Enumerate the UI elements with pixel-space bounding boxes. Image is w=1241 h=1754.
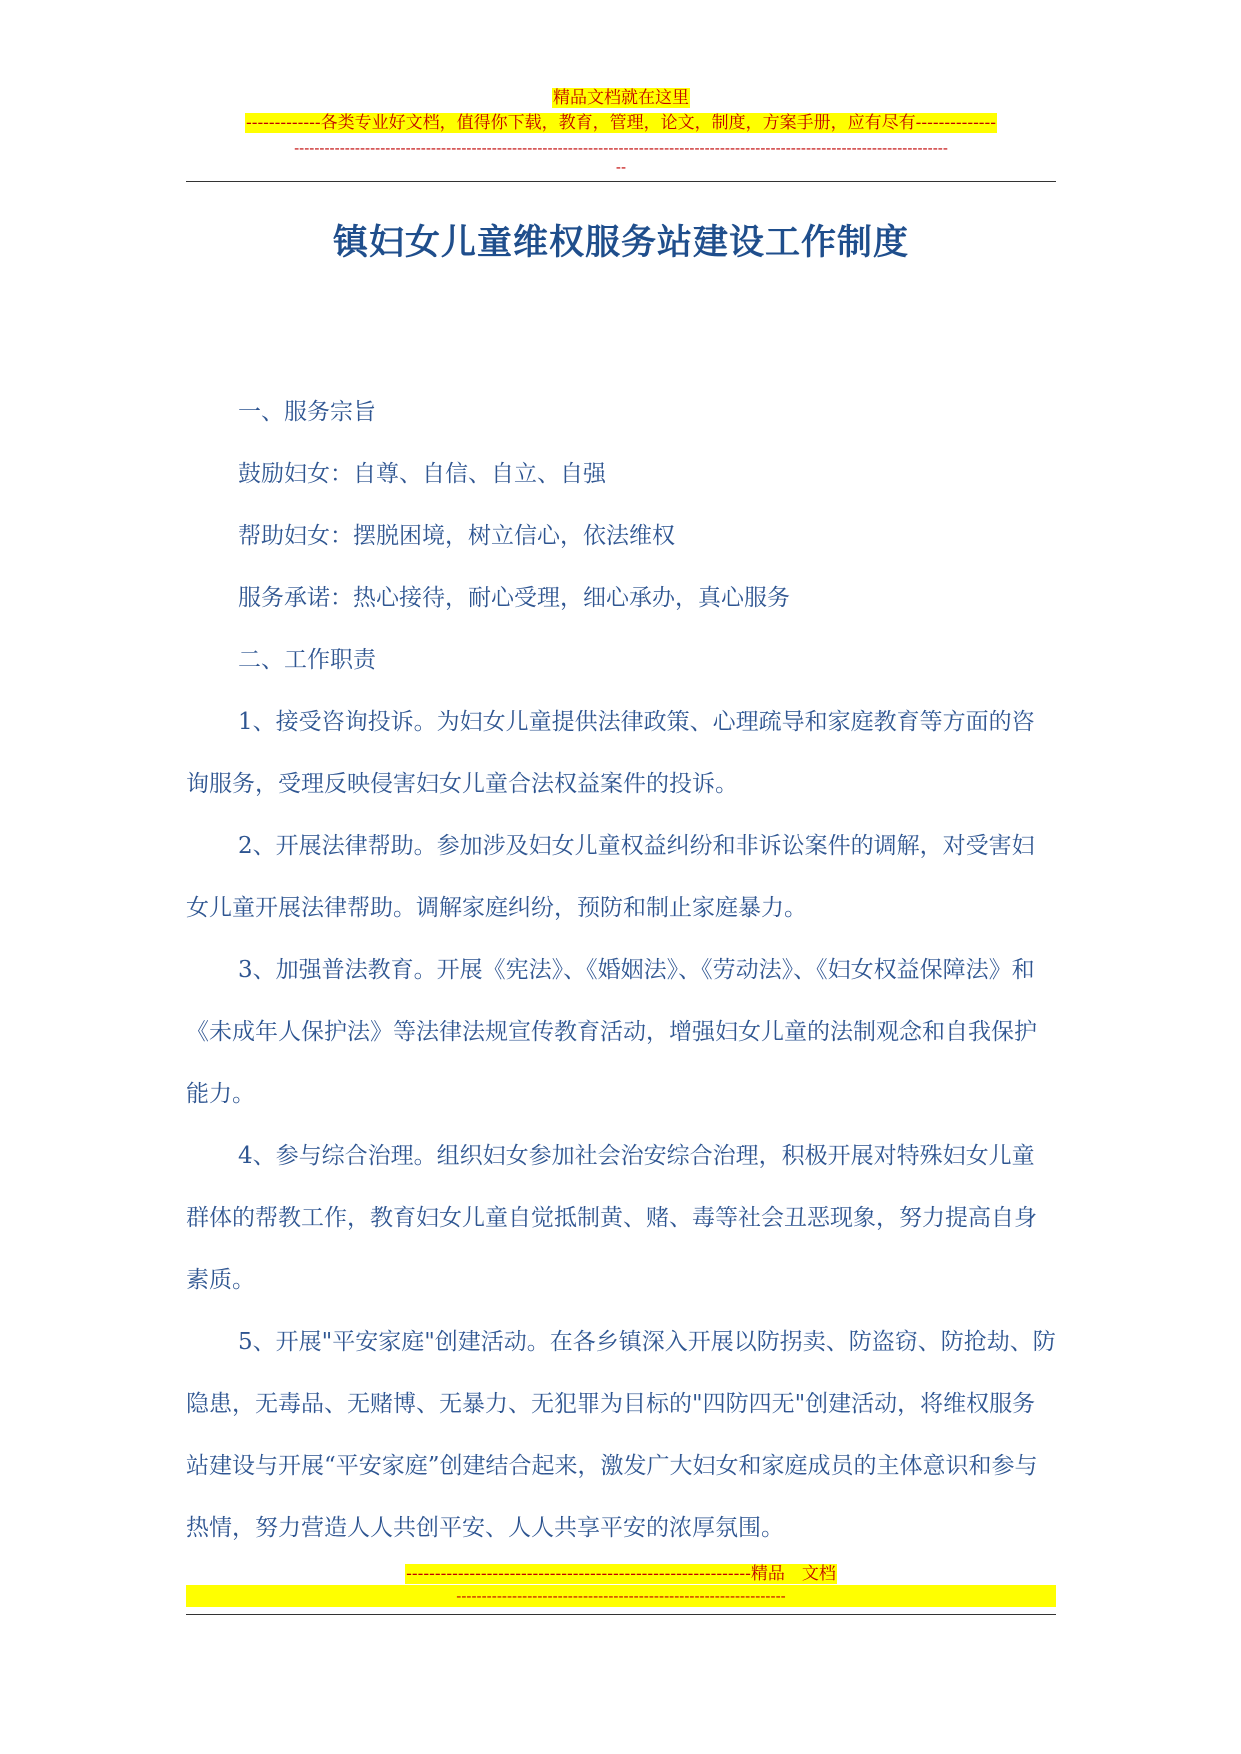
- footer-line-2: -----------------------------------------------------------------: [186, 1585, 1056, 1607]
- header-divider: [186, 181, 1056, 182]
- section-heading-purpose: 一、服务宗旨: [238, 399, 376, 425]
- paragraph: 3、加强普法教育。开展《宪法》、《婚姻法》、《劳动法》、《妇女权益保障法》和《未成年人保护法》等法律法规宣传教育活动，增强妇女儿童的法制观念和自我保护能力。: [186, 957, 1037, 1107]
- section-heading-duties: 二、工作职责: [238, 647, 376, 673]
- paragraph: 5、开展"平安家庭"创建活动。在各乡镇深入开展以防拐卖、防盗窃、防抢劫、防隐患，无毒品、无赌博、无暴力、无犯罪为目标的"四防四无"创建活动，将维权服务站建设与开展“平安家庭”创建结合起来，激发广大妇女和家庭成员的主体意识和参与热情，努力营造人人共创平安、人人共享平安的浓厚氛围。: [186, 1329, 1056, 1541]
- footer-divider: [186, 1614, 1056, 1615]
- header-dash-line: ---------------------------------------------------------------------------------------------------------------------------------: [294, 139, 948, 157]
- document-header-banner: [186, 86, 1056, 176]
- header-dash-tail: --: [615, 158, 627, 176]
- paragraph: 4、参与综合治理。组织妇女参加社会治安综合治理，积极开展对特殊妇女儿童群体的帮教工作，教育妇女儿童自觉抵制黄、赌、毒等社会丑恶现象，努力提高自身素质。: [186, 1143, 1037, 1293]
- header-line-1: 精品文档就在这里: [553, 88, 689, 108]
- footer-line-1: ------------------------------------------------------------精品 文档: [406, 1564, 836, 1584]
- paragraph: 帮助妇女：摆脱困境，树立信心，依法维权: [238, 523, 675, 549]
- document-body: [186, 381, 1056, 1559]
- paragraph: 服务承诺：热心接待，耐心受理，细心承办，真心服务: [238, 585, 790, 611]
- paragraph: 鼓励妇女：自尊、自信、自立、自强: [238, 461, 606, 487]
- paragraph: 1、接受咨询投诉。为妇女儿童提供法律政策、心理疏导和家庭教育等方面的咨询服务，受理反映侵害妇女儿童合法权益案件的投诉。: [186, 709, 1035, 797]
- paragraph: 2、开展法律帮助。参加涉及妇女儿童权益纠纷和非诉讼案件的调解，对受害妇女儿童开展法律帮助。调解家庭纠纷，预防和制止家庭暴力。: [186, 833, 1035, 921]
- document-title: 镇妇女儿童维权服务站建设工作制度: [332, 223, 909, 263]
- document-footer-banner: [186, 1563, 1056, 1607]
- header-line-2: -------------各类专业好文档，值得你下载，教育，管理，论文，制度，方案手册，应有尽有--------------: [245, 113, 997, 133]
